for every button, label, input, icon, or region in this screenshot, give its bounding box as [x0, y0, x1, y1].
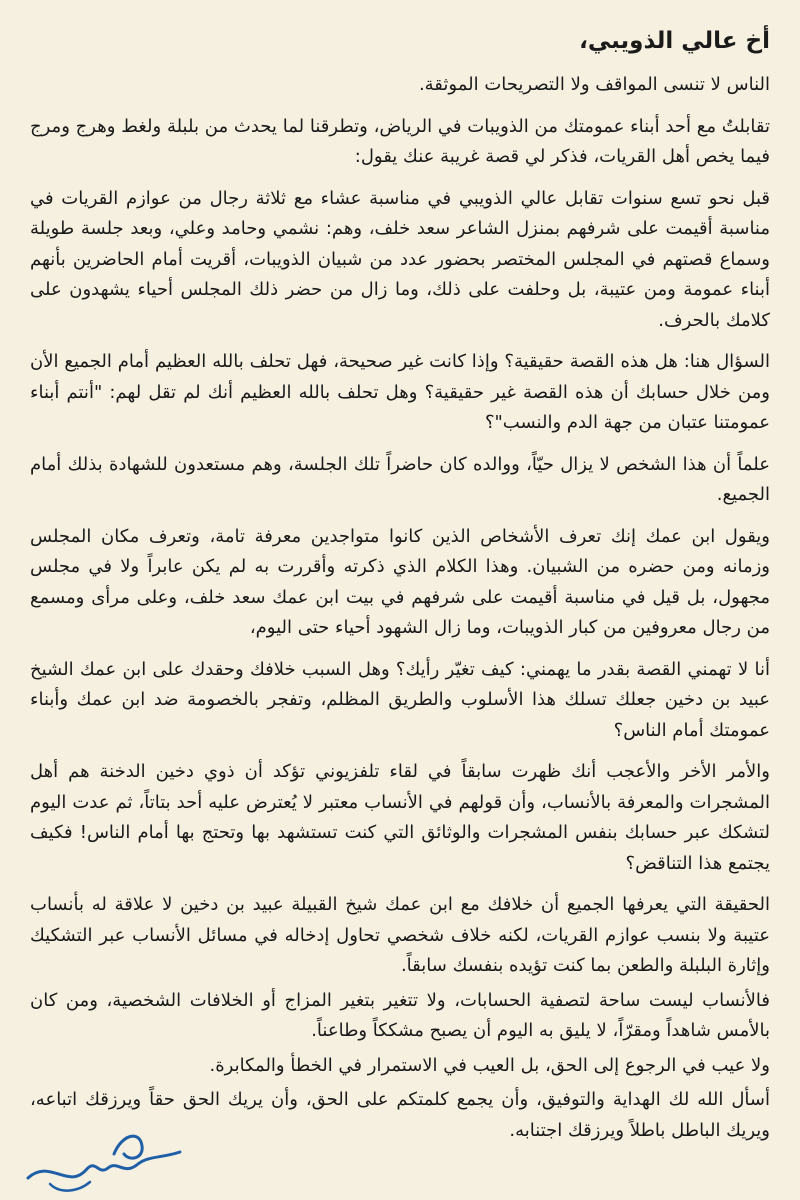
signature-stroke-main [28, 1152, 180, 1178]
paragraph-11: ولا عيب في الرجوع إلى الحق، بل العيب في الاستمرار في الخطأ والمكابرة. [209, 1054, 770, 1076]
paragraph-4: السؤال هنا: هل هذه القصة حقيقية؟ وإذا كانت غير صحيحة، فهل تحلف بالله العظيم أمام الجميع الأن ومن خلال حسابك أن هذه القصة غير حقيقية؟ وهل تحلف بالله العظيم أنك لم تقل لهم: "أنتم أبناء عمومتنا عتبان من جهة الدم والنسب"؟ [30, 351, 770, 433]
paragraph-6: ويقول ابن عمك إنك تعرف الأشخاص الذين كانوا متواجدين معرفة تامة، وتعرف مكان المجلس وزمانه ومن حضره من الشبيان. وهذا الكلام الذي ذكرته وأقررت به لم يكن عابراً ولا في مجلس مجهول، بل قيل في مناسبة أقيمت على شرفهم في بيت ابن عمك سعد خلف، وعلى مرأى ومسمع من رجال معروفين من كبار الذويبات، وما زال الشهود أحياء حتى اليوم، [30, 525, 770, 638]
paragraph-2: تقابلتُ مع أحد أبناء عمومتك من الذويبات في الرياض، وتطرقنا لما يحدث من بلبلة ولغط وهرج ومرج فيما يخص أهل القريات، فذكر لي قصة غريبة عنك يقول: [30, 115, 770, 167]
paragraph-1: الناس لا تنسى المواقف ولا التصريحات الموثقة. [418, 74, 770, 95]
paragraph-12: أسأل الله لك الهداية والتوفيق، وأن يجمع كلمتكم على الحق، وأن يريك الحق حقاً ويرزقك اتباعه، ويريك الباطل باطلاً ويرزقك اجتنابه. [30, 1089, 770, 1141]
signature-stroke-tail [50, 1182, 90, 1191]
handwritten-signature [20, 1118, 190, 1198]
paragraph-10: فالأنساب ليست ساحة لتصفية الحسابات، ولا تتغير بتغير المزاج أو الخلافات الشخصية، ومن كان بالأمس شاهداً ومقرّاً، لا يليق به اليوم أن يصبح مشككاً وطاعناً. [30, 989, 770, 1041]
paragraph-7: أنا لا تهمني القصة بقدر ما يهمني: كيف تغيّر رأيك؟ وهل السبب خلافك وحقدك على ابن عمك الشيخ عبيد بن دخين جعلك تسلك هذا الأسلوب والطريق المظلم، وتفجر بالخصومة ضد ابن عمك وأبناء عمومتك أمام الناس؟ [30, 658, 770, 741]
letter-greeting: أخ عالي الذويبي، [579, 28, 770, 54]
paragraph-3: قبل نحو تسع سنوات تقابل عالي الذويبي في مناسبة عشاء مع ثلاثة رجال من عوازم القريات في مناسبة أقيمت على شرفهم بمنزل الشاعر سعد خلف، وهم: نشمي وحامد وعلي، وبعد جلسة طويلة وسماع قصتهم في المجلس المختصر بحضور عدد من شبيان الذويبات، أقريت أمام الحاضرين بأنهم أبناء عمومة ومن عتيبة، بل وحلفت على ذلك، وما زال من حضر ذلك المجلس أحياء يشهدون على كلامك بالحرف. [30, 187, 770, 331]
paragraph-9: الحقيقة التي يعرفها الجميع أن خلافك مع ابن عمك شيخ القبيلة عبيد بن دخين لا علاقة له بأنساب عتيبة ولا بنسب عوازم القريات، لكنه خلاف شخصي تحاول إدخاله في مسائل الأنساب عبر التشكيك وإثارة البلبلة والطعن بما كنت تؤيده بنفسك سابقاً. [30, 894, 770, 976]
signature-stroke-loop [114, 1136, 142, 1158]
paragraph-8: والأمر الأخر والأعجب أنك ظهرت سابقاً في لقاء تلفزيوني تؤكد أن ذوي دخين الدخنة هم أهل المشجرات والمعرفة بالأنساب، وأن قولهم في الأنساب معتبر لا يُعترض عليه أحد بتاتاً، ثم عدت اليوم لتشكك عبر حسابك بنفس المشجرات والوثائق التي كنت تستشهد بها وتحتج بها أمام الناس! فكيف يجتمع هذا التناقض؟ [30, 761, 770, 874]
paragraph-5: علماً أن هذا الشخص لا يزال حيّاً، ووالده كان حاضراً تلك الجلسة، وهم مستعدون للشهادة بذلك أمام الجميع. [30, 453, 770, 505]
